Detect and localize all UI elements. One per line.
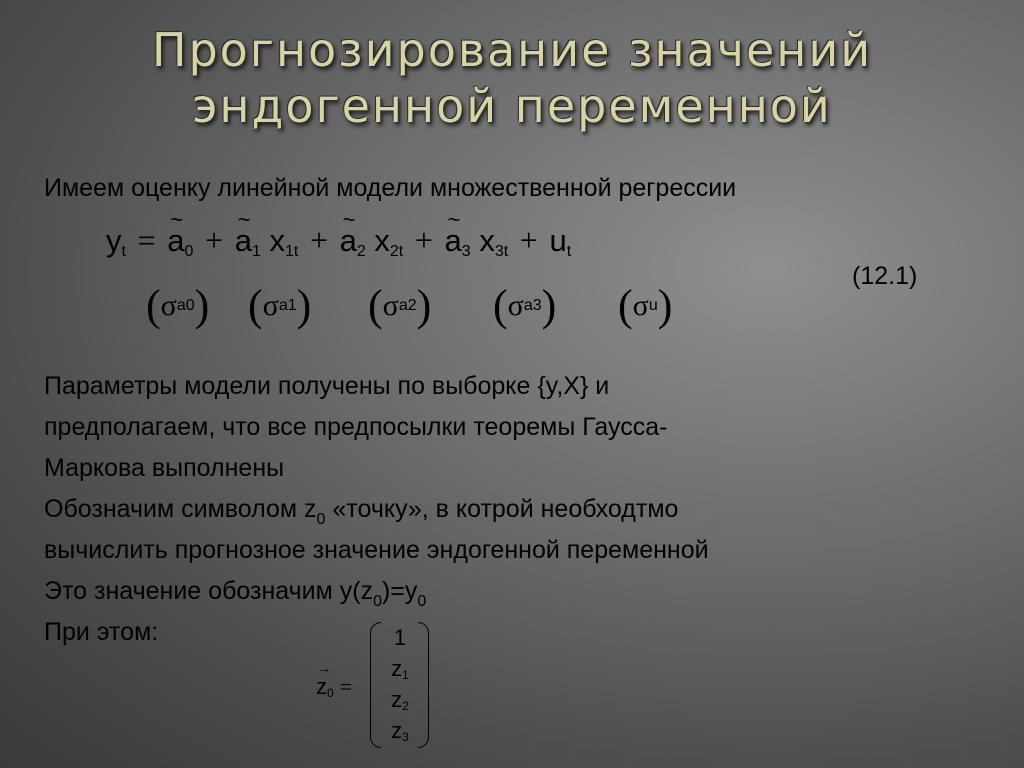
body-line-6-sub2: 0 [417, 593, 427, 610]
body-line-2: предполагаем, что все предпосылки теоремы Гаусса- [44, 413, 668, 441]
eq-a3: ~ a [445, 223, 462, 259]
sigma-rpar: ) [541, 281, 557, 330]
z0-vector-formula [316, 620, 436, 750]
sigma-lpar: ( [248, 281, 263, 330]
body-line-4 [44, 489, 709, 530]
sigma-lpar: ( [368, 281, 383, 330]
z0-equals: = [339, 674, 353, 699]
eq-equals: = [137, 222, 156, 258]
body-line-6-b: )=y [381, 577, 418, 605]
eq-x1-sub: 1t [284, 243, 299, 260]
sigma-rpar: ) [194, 281, 210, 330]
sigma-symbol: σ [262, 289, 279, 322]
sigma-lpar: ( [493, 281, 508, 330]
vector-entry [380, 653, 420, 684]
eq-plus-3: + [414, 222, 433, 258]
sigma-symbol: σ [632, 289, 649, 322]
sigma-sub: a3 [523, 297, 542, 314]
body-line-6 [44, 571, 709, 612]
title-line-2: эндогенной переменной [192, 79, 832, 133]
vector-entry [380, 715, 420, 746]
sigma-sub: a0 [176, 297, 195, 314]
body-line-6-a: Это значение обозначим y(z [44, 577, 374, 605]
eq-plus-1: + [205, 222, 224, 258]
body-line-4-sub: 0 [316, 511, 326, 528]
body-line-4-b: «точку», в котрой необходтмо [325, 495, 679, 523]
vector-entry-sub: 1 [402, 668, 409, 682]
eq-x1: x [269, 223, 285, 258]
sigma-lpar: ( [146, 281, 161, 330]
sigma-symbol: σ [160, 289, 177, 322]
vector-arrow-icon: → [317, 660, 331, 676]
body-paragraph [44, 366, 709, 653]
eq-y-sub: t [121, 243, 126, 260]
sigma-rpar: ) [657, 281, 673, 330]
right-bracket [418, 622, 429, 748]
eq-x3-sub: 3t [494, 243, 509, 260]
body-line-1: Параметры модели получены по выборке {y,X} и [44, 372, 610, 400]
regression-equation [106, 222, 571, 261]
eq-x3: x [479, 223, 495, 258]
z0-vector-lhs [316, 660, 353, 700]
sigma-sub: a1 [278, 297, 297, 314]
eq-u-sub: t [566, 243, 572, 260]
eq-a1: ~ a [235, 223, 252, 259]
sigma-rpar: ) [416, 281, 432, 330]
sigma-symbol: σ [507, 289, 524, 322]
sigma-symbol: σ [382, 289, 399, 322]
body-line-3: Маркова выполнены [44, 454, 285, 482]
z0-symbol: z [316, 674, 327, 699]
eq-a1-sub: 1 [251, 243, 261, 260]
body-line-5: вычислить прогнозное значение эндогенной переменной [44, 536, 709, 564]
sigma-u [618, 278, 672, 334]
title-line-1: Прогнозирование значений [151, 23, 873, 77]
body-line-6-sub1: 0 [373, 593, 382, 610]
sigma-sub: u [648, 297, 658, 314]
eq-x2: x [374, 223, 390, 258]
sigma-a0 [146, 278, 209, 334]
eq-u: u [549, 223, 567, 258]
eq-a3-sub: 3 [461, 243, 471, 260]
eq-a0-sub: 0 [184, 243, 194, 260]
sigma-lpar: ( [618, 281, 633, 330]
vector-entry-main: 1 [393, 625, 407, 650]
vector-entries [380, 622, 420, 746]
eq-a2: ~ a [340, 223, 357, 259]
sigma-sub: a2 [398, 297, 417, 314]
eq-x2-sub: 2t [389, 243, 404, 260]
z0-sub: 0 [327, 686, 334, 700]
sigma-a3 [493, 278, 556, 334]
eq-y: y [106, 223, 122, 258]
intro-text: Имеем оценку линейной модели множественной регрессии [44, 174, 737, 202]
body-line-7: При этом: [44, 618, 159, 646]
vector-entry-sub: 2 [402, 699, 409, 713]
vector-entry [380, 622, 420, 653]
vector-entry-main: z [391, 656, 403, 681]
slide-title [0, 22, 1024, 134]
eq-a0: ~ a [167, 223, 184, 259]
vector-entry-sub: 3 [402, 730, 409, 744]
eq-plus-4: + [519, 222, 538, 258]
vector-entry [380, 684, 420, 715]
sigma-rpar: ) [296, 281, 312, 330]
body-line-4-a: Обозначим символом z [44, 495, 317, 523]
equation-number: (12.1) [852, 262, 918, 290]
eq-plus-2: + [309, 222, 328, 258]
eq-a2-sub: 2 [356, 243, 366, 260]
vector-entry-main: z [391, 687, 403, 712]
sigma-a2 [368, 278, 431, 334]
sigma-a1 [248, 278, 311, 334]
vector-entry-main: z [391, 718, 403, 743]
